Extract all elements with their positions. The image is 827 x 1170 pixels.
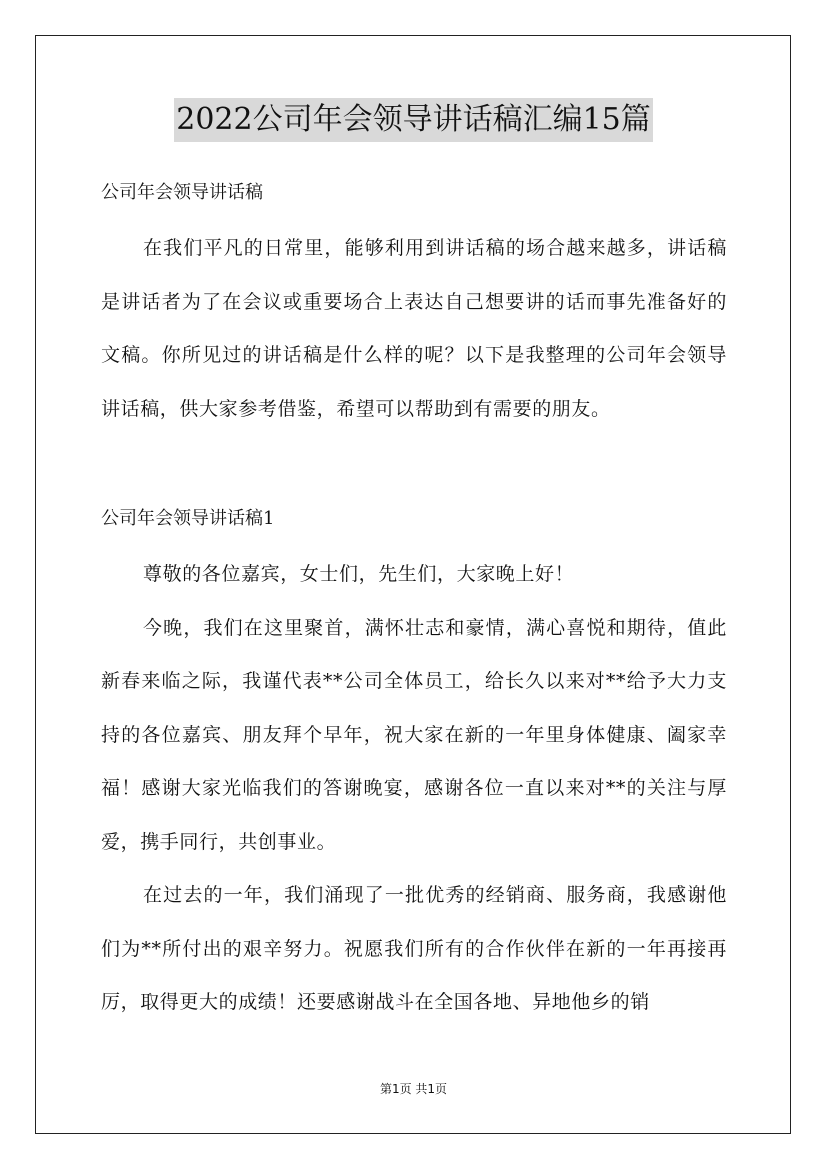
document-title: 2022公司年会领导讲话稿汇编15篇 <box>174 98 653 142</box>
section-spacer <box>101 436 727 496</box>
document-body <box>101 170 727 1030</box>
intro-paragraph: 在我们平凡的日常里，能够利用到讲话稿的场合越来越多，讲话稿是讲话者为了在会议或重要场合上表达自己想要讲的话而事先准备好的文稿。你所见过的讲话稿是什么样的呢？以下是我整理的公司年会领导讲话稿，供大家参考借鉴，希望可以帮助到有需要的朋友。 <box>101 237 727 420</box>
page-footer: 第1页 共1页 <box>379 1082 448 1096</box>
intro-heading: 公司年会领导讲话稿 <box>101 182 263 203</box>
section1-paragraph: 尊敬的各位嘉宾，女士们，先生们，大家晚上好！ <box>143 563 575 585</box>
title-container <box>0 98 827 142</box>
section1-paragraph: 今晚，我们在这里聚首，满怀壮志和豪情，满心喜悦和期待，值此新春来临之际，我谨代表**公司全体员工，给长久以来对**给予大力支持的各位嘉宾、朋友拜个早年，祝大家在新的一年里身体健康、阖家幸福！感谢大家光临我们的答谢晚宴，感谢各位一直以来对**的关注与厚爱，携手同行，共创事业。 <box>101 616 727 853</box>
section1-paragraph: 在过去的一年，我们涌现了一批优秀的经销商、服务商，我感谢他们为**所付出的艰辛努力。祝愿我们所有的合作伙伴在新的一年再接再厉，取得更大的成绩！还要感谢战斗在全国各地、异地他乡的销 <box>101 884 727 1013</box>
section1-heading: 公司年会领导讲话稿1 <box>101 508 275 529</box>
